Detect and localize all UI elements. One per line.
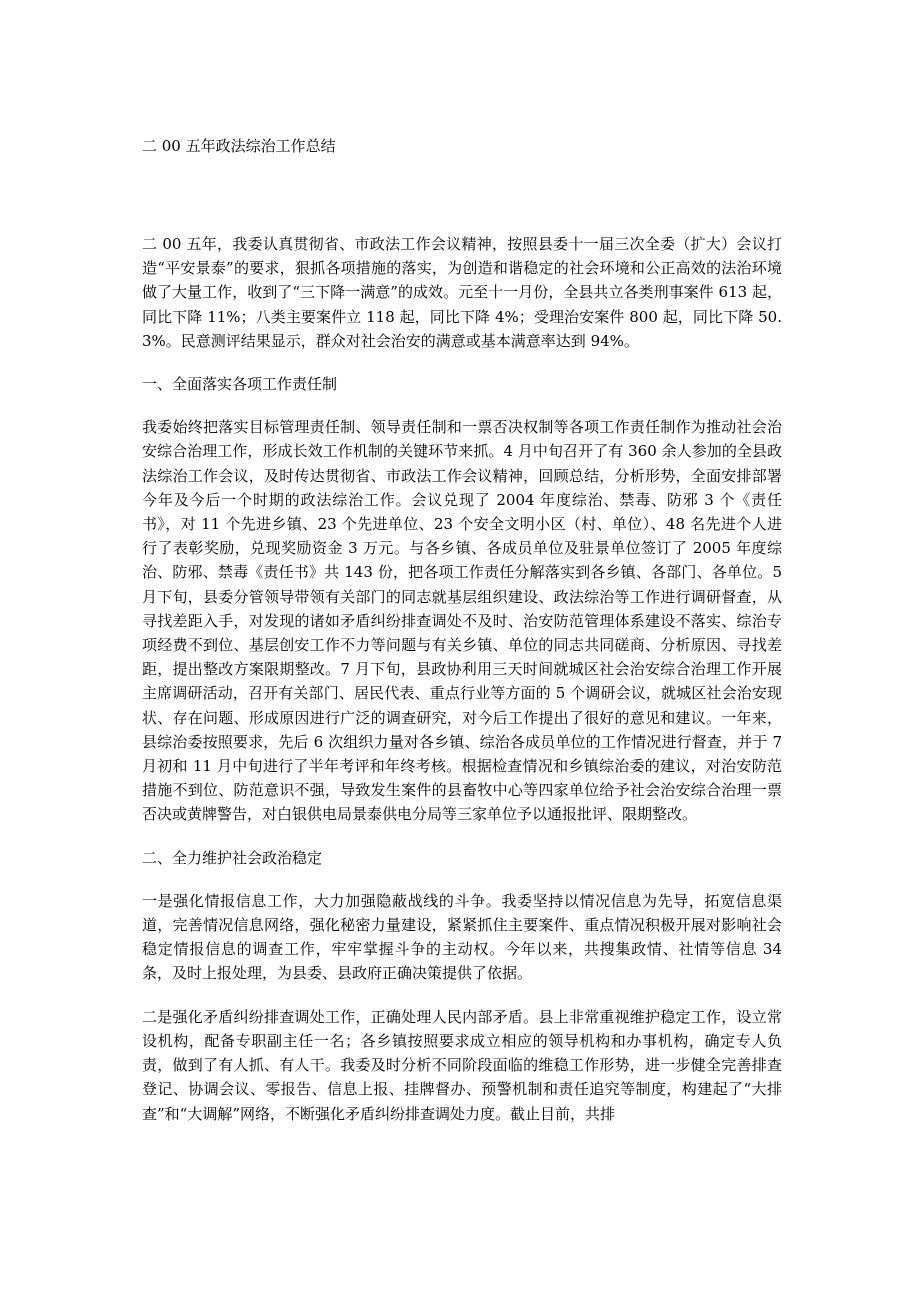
- document-body: [142, 232, 782, 1145]
- document-title: 二 00 五年政法综治工作总结: [142, 137, 336, 155]
- section-heading-1: 一、全面落实各项工作责任制: [142, 375, 338, 394]
- section-heading-2: 二、全力维护社会政治稳定: [142, 848, 323, 867]
- section-1-paragraph: 我委始终把落实目标管理责任制、领导责任制和一票否决权制等各项工作责任制作为推动社会治安综合治理工作，形成长效工作机制的关键环节来抓。4 月中旬召开了有 360 余人参加的全县政法综治工作会议，及时传达贯彻省、市政法工作会议精神，回顾总结，分析形势，全面安排部署今年及今后一个时期的政法综治工作。会议兑现了 2004 年度综治、禁毒、防邪 3 个《责任书》，对 11 个先进乡镇、23 个先进单位、23 个安全文明小区（村、单位）、48 名先进个人进行了表彰奖励，兑现奖励资金 3 万元。与各乡镇、各成员单位及驻景单位签订了 2005 年度综治、防邪、禁毒《责任书》共 143 份，把各项工作责任分解落实到各乡镇、各部门、各单位。5 月下旬，县委分管领导带领有关部门的同志就基层组织建设、政法综治等工作进行调研督查，从寻找差距入手，对发现的诸如矛盾纠纷排查调处不及时、治安防范管理体系建设不落实、综治专项经费不到位、基层创安工作不力等问题与有关乡镇、单位的同志共同磋商、分析原因、寻找差距，提出整改方案限期整改。7 月下旬，县政协利用三天时间就城区社会治安综合治理工作开展主席调研活动，召开有关部门、居民代表、重点行业等方面的 5 个调研会议，就城区社会治安现状、存在问题、形成原因进行广泛的调查研究，对今后工作提出了很好的意见和建议。一年来，县综治委按照要求，先后 6 次组织力量对各乡镇、综治各成员单位的工作情况进行督查，并于 7 月初和 11 月中旬进行了半年考评和年终考核。根据检查情况和乡镇综治委的建议，对治安防范措施不到位、防范意识不强，导致发生案件的县畜牧中心等四家单位给予社会治安综合治理一票否决或黄牌警告，对白银供电局景泰供电分局等三家单位予以通报批评、限期整改。: [142, 418, 782, 824]
- section-2-paragraph-2: 二是强化矛盾纠纷排查调处工作，正确处理人民内部矛盾。县上非常重视维护稳定工作，设立常设机构，配备专职副主任一名；各乡镇按照要求成立相应的领导机构和办事机构，确定专人负责，做到了有人抓、有人干。我委及时分析不同阶段面临的维稳工作形势，进一步健全完善排查登记、协调会议、零报告、信息上报、挂牌督办、预警机制和责任追究等制度，构建起了“大排查”和“大调解”网络，不断强化矛盾纠纷排查调处力度。截止目前，共排: [142, 1007, 782, 1123]
- intro-paragraph: 二 00 五年，我委认真贯彻省、市政法工作会议精神，按照县委十一届三次全委（扩大）会议打造“平安景泰”的要求，狠抓各项措施的落实，为创造和谐稳定的社会环境和公正高效的法治环境做了大量工作，收到了“三下降一满意”的成效。元至十一月份，全县共立各类刑事案件 613 起，同比下降 11%；八类主要案件立 118 起，同比下降 4%；受理治安案件 800 起，同比下降 50.3%。民意测评结果显示，群众对社会治安的满意或基本满意率达到 94%。: [142, 235, 782, 350]
- section-2-paragraph-1: 一是强化情报信息工作，大力加强隐蔽战线的斗争。我委坚持以情况信息为先导，拓宽信息渠道，完善情况信息网络，强化秘密力量建设，紧紧抓住主要案件、重点情况积极开展对影响社会稳定情报信息的调查工作，牢牢掌握斗争的主动权。今年以来，共搜集政情、社情等信息 34 条，及时上报处理，为县委、县政府正确决策提供了依据。: [142, 891, 782, 983]
